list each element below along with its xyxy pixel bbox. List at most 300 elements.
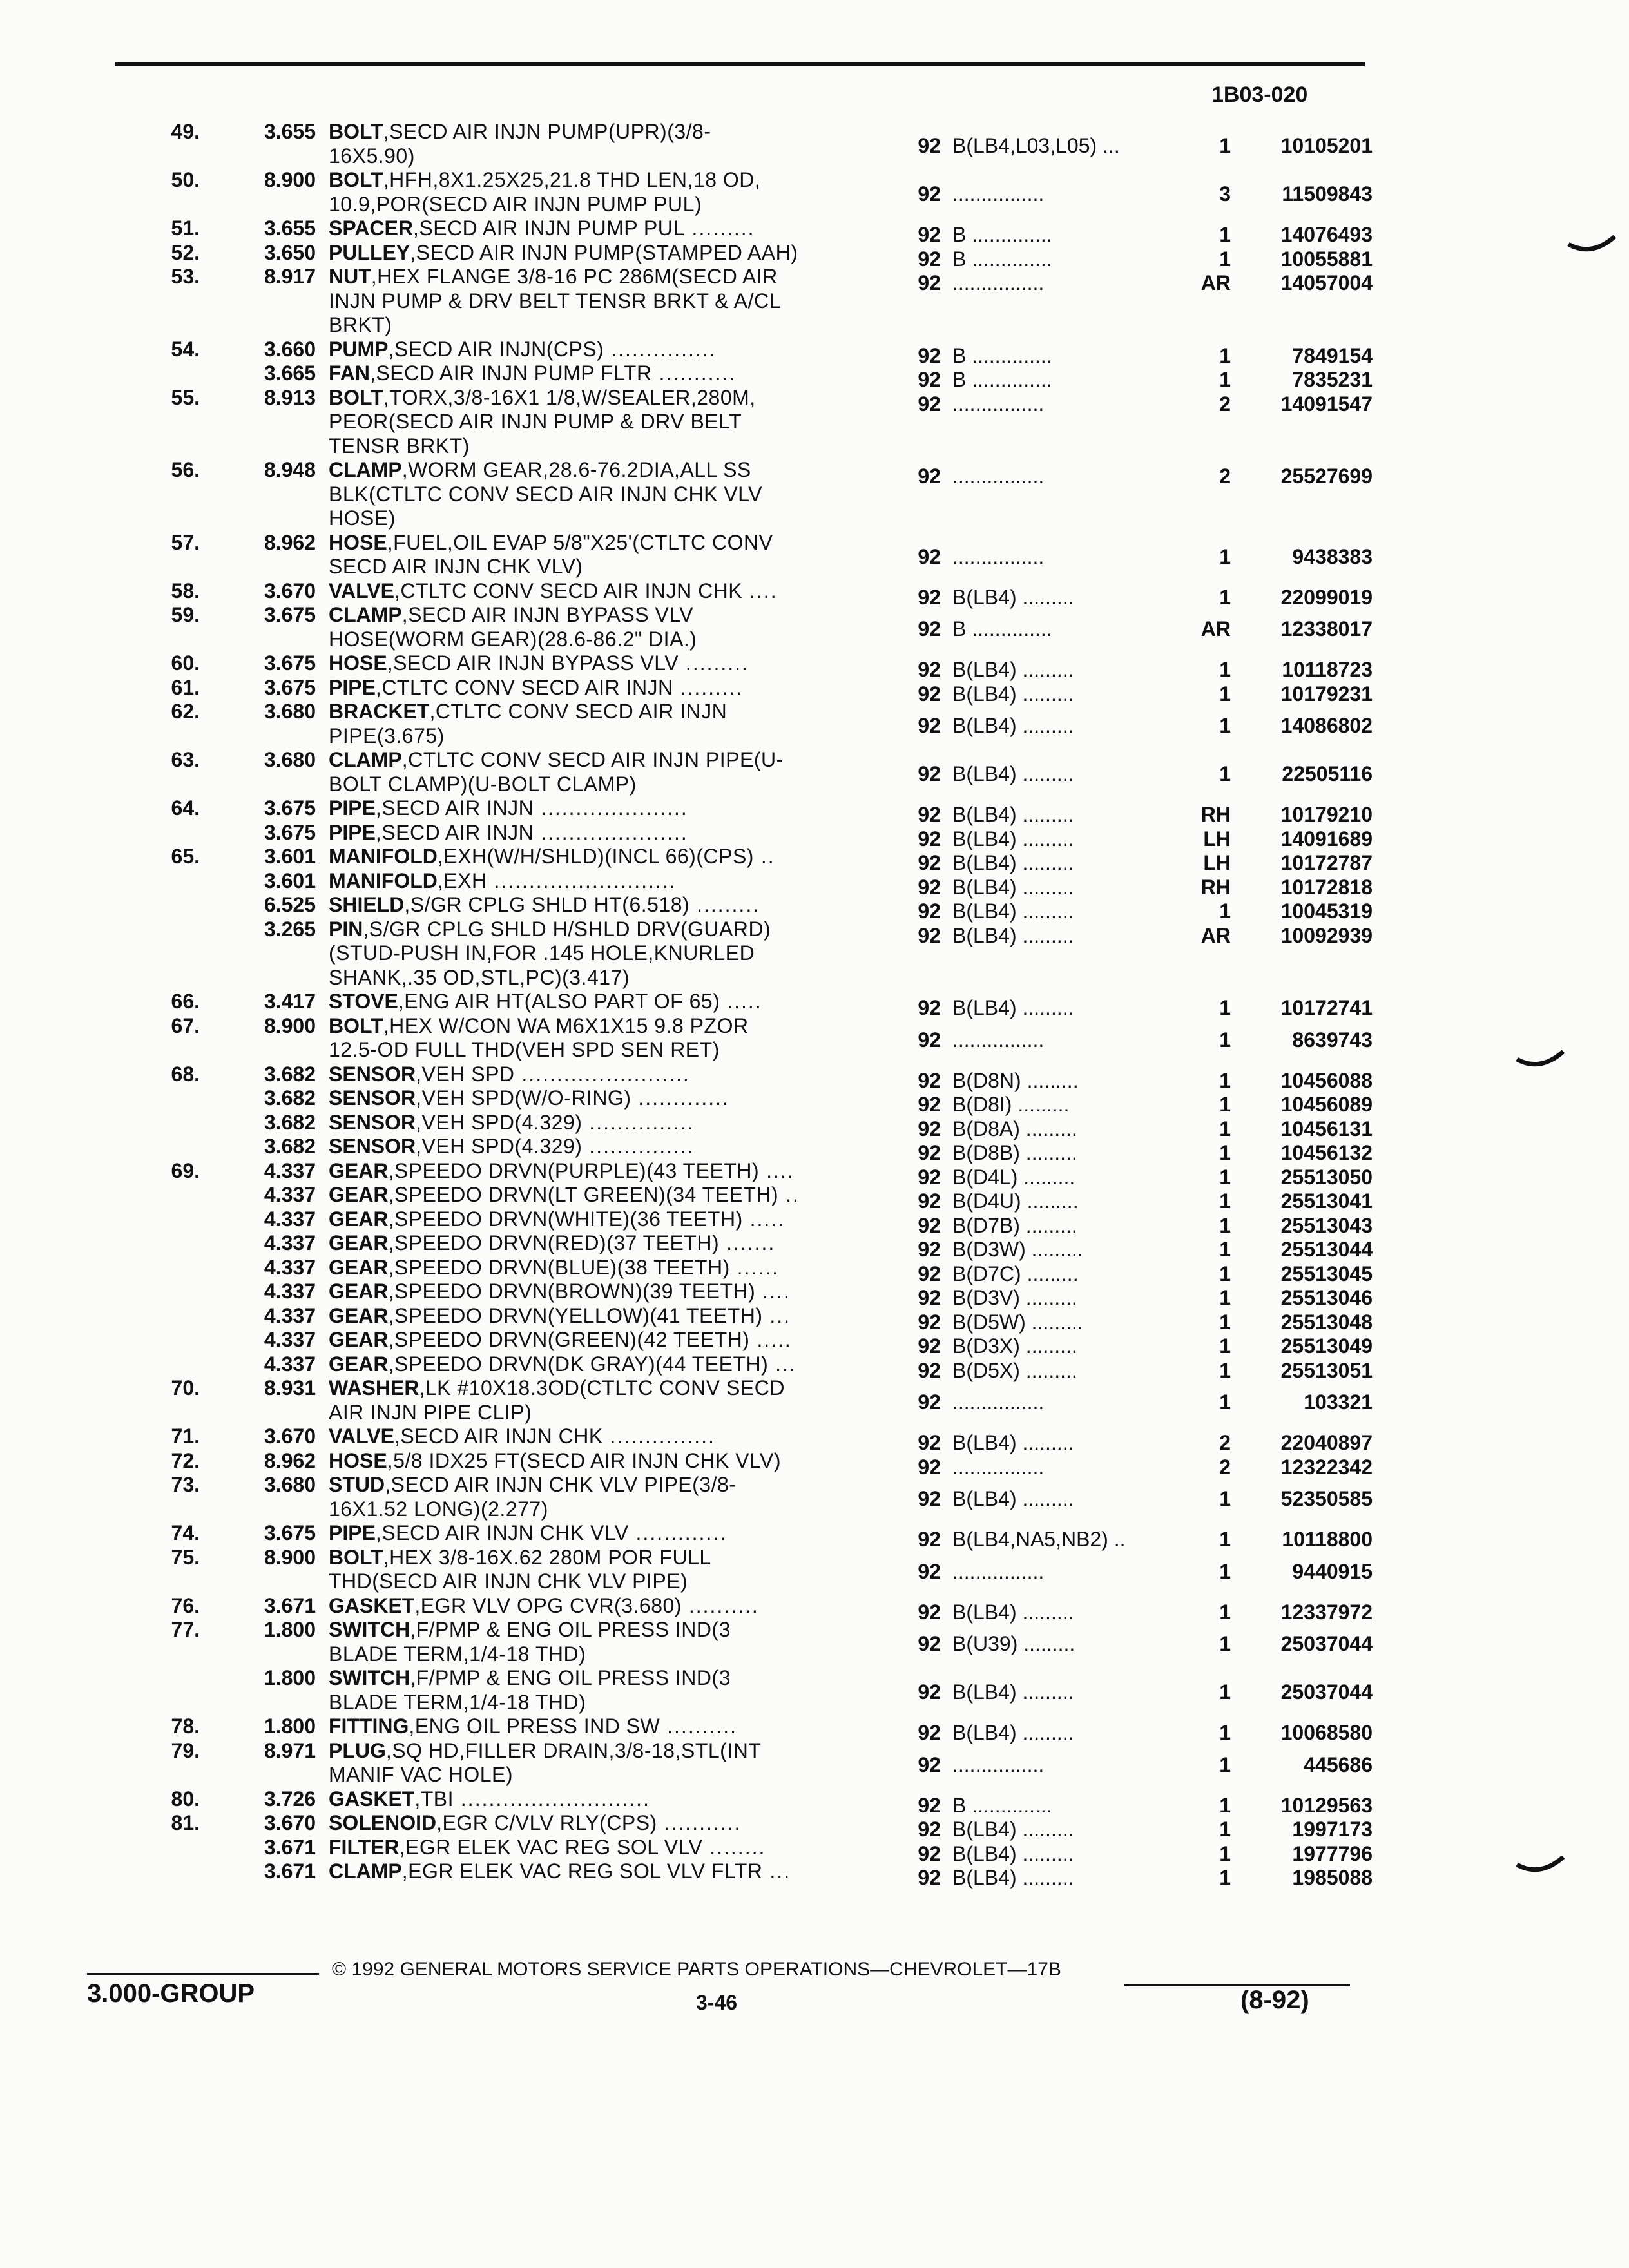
part-detail: ,SECD AIR INJN CHK VLV PIPE(3/8- 16X1.52 LONG)(2.277) [329,1473,737,1521]
part-name: SPACER [329,216,413,240]
quantity: 1 [1219,134,1231,157]
parts-row [0,1521,1629,1551]
part-name: CLAMP [329,748,402,771]
part-number: 25037044 [1280,1680,1373,1704]
quantity: 1 [1219,585,1231,609]
leader-dots: .... [759,1158,795,1182]
parts-row [0,1666,1629,1715]
group-number: 3.680 [264,1473,316,1496]
quantity: 2 [1219,1455,1231,1479]
part-number: 25527699 [1280,465,1373,488]
leader-dots: ........ [702,1835,766,1859]
model-year: 92 [918,1093,941,1116]
part-description [329,676,876,700]
leader-dots: ......... [684,216,755,240]
quantity: 1 [1219,1165,1231,1189]
usage-code: B .............. [952,247,1052,271]
part-detail: ,SECD AIR INJN(CPS) [388,337,604,361]
group-number: 3.682 [264,1086,316,1110]
group-number: 3.675 [264,603,316,626]
parts-row [0,700,1629,748]
usage-code: B(D7B) ......... [952,1213,1077,1237]
illustration-number: 76. [171,1593,200,1617]
part-name: CLAMP [329,458,402,481]
parts-row [0,893,1629,923]
group-number: 3.670 [264,579,316,602]
parts-row [0,675,1629,706]
group-number: 8.913 [264,385,316,409]
model-year: 92 [918,1841,941,1865]
part-name: FITTING [329,1715,409,1738]
part-description [329,1546,876,1594]
usage-code: B .............. [952,1793,1052,1817]
illustration-number: 81. [171,1811,200,1834]
part-description [329,1280,876,1304]
model-year: 92 [918,1680,941,1704]
illustration-number: 61. [171,675,200,699]
part-number: 52350585 [1280,1487,1373,1510]
part-number: 10129563 [1280,1793,1373,1817]
part-name: SENSOR [329,1135,416,1158]
usage-code: ................ [952,1753,1045,1776]
parts-row [0,1207,1629,1237]
quantity: 1 [1219,1721,1231,1744]
group-number: 3.265 [264,917,316,941]
part-number: 7849154 [1292,343,1373,367]
leader-dots: ........................... [454,1787,650,1811]
part-name: PIPE [329,675,376,699]
leader-dots: ........................ [514,1062,690,1086]
part-detail: ,SPEEDO DRVN(GREEN)(42 TEETH) [388,1328,750,1351]
margin-mark-icon [1514,1050,1566,1076]
part-detail: ,HEX FLANGE 3/8-16 PC 286M(SECD AIR INJN PUMP & DRV BELT TENSR BRKT & A/CL BRKT) [329,265,781,336]
part-name: GEAR [329,1303,389,1327]
illustration-number: 69. [171,1158,200,1182]
model-year: 92 [918,1431,941,1454]
quantity: 1 [1219,1189,1231,1213]
leader-dots: ........... [651,361,737,385]
part-name: VALVE [329,579,394,602]
quantity: 1 [1219,1028,1231,1052]
part-name: HOSE [329,651,387,675]
part-detail: ,EGR ELEK VAC REG SOL VLV FLTR [401,1860,763,1883]
part-number: 10055881 [1280,247,1373,271]
parts-row [0,531,1629,579]
group-number: 8.971 [264,1738,316,1762]
group-number: 8.962 [264,1448,316,1472]
parts-row [0,1062,1629,1092]
leader-dots: ......... [673,675,744,699]
part-detail: ,SPEEDO DRVN(YELLOW)(41 TEETH) [388,1303,763,1327]
model-year: 92 [918,1559,941,1583]
part-name: PIPE [329,820,376,844]
parts-row [0,168,1629,216]
group-number: 4.337 [264,1280,316,1303]
quantity: 1 [1219,223,1231,246]
model-year: 92 [918,1286,941,1309]
part-number: 10092939 [1280,923,1373,947]
illustration-number: 78. [171,1715,200,1738]
part-name: SENSOR [329,1110,416,1134]
usage-code: B(LB4) ......... [952,1680,1074,1704]
leader-dots: ......... [679,651,749,675]
part-number: 10456132 [1280,1141,1373,1164]
part-description [329,893,876,918]
parts-row [0,1086,1629,1116]
model-year: 92 [918,1487,941,1510]
parts-row [0,265,1629,338]
parts-row [0,820,1629,850]
model-year: 92 [918,682,941,706]
part-name: VALVE [329,1425,394,1448]
part-description [329,1135,876,1159]
parts-row [0,361,1629,391]
part-number: 10172818 [1280,875,1373,899]
quantity: 1 [1219,1753,1231,1776]
part-description [329,1111,876,1135]
illustration-number: 80. [171,1787,200,1811]
part-name: PLUG [329,1738,386,1762]
leader-dots: ............... [582,1110,695,1134]
usage-code: ................ [952,1559,1045,1583]
part-name: FAN [329,361,370,385]
quantity: 1 [1219,658,1231,681]
model-year: 92 [918,1310,941,1334]
footer-rule-right [1124,1984,1350,1986]
quantity: 1 [1219,1262,1231,1285]
part-detail: ,CTLTC CONV SECD AIR INJN PIPE(3.675) [329,700,728,747]
part-number: 25513048 [1280,1310,1373,1334]
model-year: 92 [918,1600,941,1624]
parts-row [0,1546,1629,1594]
part-detail: ,F/PMP & ENG OIL PRESS IND(3 BLADE TERM,1/4-18 THD) [329,1618,731,1666]
parts-row [0,1280,1629,1309]
model-year: 92 [918,658,941,681]
quantity: AR [1200,923,1231,947]
model-year: 92 [918,923,941,947]
part-detail: ,VEH SPD(4.329) [416,1135,583,1158]
part-name: HOSE [329,530,387,554]
part-number: 445686 [1304,1753,1373,1776]
group-number: 4.337 [264,1352,316,1376]
model-year: 92 [918,1262,941,1285]
part-detail: ,CTLTC CONV SECD AIR INJN PIPE(U- BOLT CLAMP)(U-BOLT CLAMP) [329,748,784,796]
part-detail: ,EGR VLV OPG CVR(3.680) [414,1593,682,1617]
part-description [329,458,876,531]
usage-code: B(D8B) ......... [952,1141,1077,1164]
parts-row [0,1811,1629,1841]
part-description [329,1787,876,1812]
illustration-number: 75. [171,1545,200,1569]
model-year: 92 [918,762,941,785]
footer-group-label: 3.000-GROUP [87,1979,255,2008]
parts-row [0,1231,1629,1261]
part-name: NUT [329,265,371,288]
part-number: 103321 [1304,1390,1373,1414]
part-detail: ,EGR ELEK VAC REG SOL VLV [399,1835,703,1859]
part-number: 12322342 [1280,1455,1373,1479]
part-description [329,1425,876,1449]
part-number: 9438383 [1292,544,1373,568]
usage-code: ................ [952,182,1045,206]
usage-code: B(D3V) ......... [952,1286,1077,1309]
group-number: 3.660 [264,337,316,361]
model-year: 92 [918,271,941,294]
part-detail: ,HEX 3/8-16X.62 280M POR FULL THD(SECD AIR INJN CHK VLV PIPE) [329,1545,711,1593]
model-year: 92 [918,617,941,640]
quantity: 1 [1219,1841,1231,1865]
leader-dots: ............... [602,1425,715,1448]
part-description [329,579,876,604]
parts-row [0,120,1629,168]
model-year: 92 [918,714,941,737]
leader-dots: ....... [719,1231,776,1254]
group-number: 3.675 [264,675,316,699]
usage-code: B(LB4) ......... [952,1866,1074,1889]
parts-row [0,1593,1629,1624]
part-detail: ,ENG AIR HT(ALSO PART OF 65) [398,990,720,1013]
usage-code: B(D4U) ......... [952,1189,1079,1213]
part-name: CLAMP [329,603,402,626]
group-number: 3.671 [264,1835,316,1859]
part-name: FILTER [329,1835,400,1859]
usage-code: B .............. [952,223,1052,246]
group-number: 3.675 [264,651,316,675]
part-description [329,120,876,168]
part-description [329,1304,876,1329]
part-number: 25513043 [1280,1213,1373,1237]
part-number: 10172741 [1280,996,1373,1019]
parts-row [0,1787,1629,1817]
part-description [329,1183,876,1207]
part-name: BOLT [329,1014,383,1037]
part-name: GEAR [329,1280,389,1303]
part-detail: ,EXH(W/H/SHLD)(INCL 66)(CPS) [437,845,754,868]
footer-copyright: © 1992 GENERAL MOTORS SERVICE PARTS OPERATIONS—CHEVROLET—17B [332,1959,1061,1980]
leader-dots: ..................... [534,820,688,844]
part-name: STUD [329,1473,385,1496]
quantity: 1 [1219,1528,1231,1551]
part-detail: ,SPEEDO DRVN(DK GRAY)(44 TEETH) [388,1352,769,1376]
quantity: RH [1200,875,1231,899]
quantity: 1 [1219,1680,1231,1704]
part-detail: ,CTLTC CONV SECD AIR INJN CHK [394,579,743,602]
group-number: 3.417 [264,990,316,1013]
usage-code: ................ [952,271,1045,294]
illustration-number: 54. [171,337,200,361]
model-year: 92 [918,827,941,850]
usage-code: B(LB4) ......... [952,1721,1074,1744]
group-number: 3.682 [264,1062,316,1086]
leader-dots: ............. [628,1521,728,1544]
usage-code: B(LB4) ......... [952,585,1074,609]
part-number: 8639743 [1292,1028,1373,1052]
part-name: GEAR [329,1207,389,1231]
model-year: 92 [918,1189,941,1213]
part-description [329,700,876,748]
part-name: GEAR [329,1255,389,1279]
part-description [329,1618,876,1666]
model-year: 92 [918,1141,941,1164]
group-number: 3.655 [264,216,316,240]
illustration-number: 73. [171,1473,200,1496]
part-name: GASKET [329,1593,415,1617]
quantity: 1 [1219,996,1231,1019]
model-year: 92 [918,851,941,874]
quantity: 1 [1219,1600,1231,1624]
model-year: 92 [918,996,941,1019]
illustration-number: 55. [171,385,200,409]
parts-row [0,1135,1629,1164]
quantity: 1 [1219,762,1231,785]
usage-code: B(LB4) ......... [952,851,1074,874]
quantity: 1 [1219,1334,1231,1358]
leader-dots: .......................... [487,869,677,892]
model-year: 92 [918,1165,941,1189]
part-number: 10456089 [1280,1093,1373,1116]
group-number: 8.917 [264,265,316,288]
leader-dots: ..................... [534,796,688,820]
illustration-number: 60. [171,651,200,675]
usage-code: B(LB4) ......... [952,714,1074,737]
part-description [329,1086,876,1111]
illustration-number: 51. [171,216,200,240]
part-name: MANIFOLD [329,869,438,892]
group-number: 8.900 [264,1014,316,1037]
part-detail: ,SPEEDO DRVN(WHITE)(36 TEETH) [388,1207,743,1231]
model-year: 92 [918,544,941,568]
part-name: SWITCH [329,1666,410,1689]
part-name: GEAR [329,1158,389,1182]
part-description [329,1666,876,1715]
part-number: 1997173 [1292,1818,1373,1841]
quantity: 1 [1219,1632,1231,1655]
model-year: 92 [918,899,941,923]
part-description [329,1376,876,1425]
illustration-number: 71. [171,1425,200,1448]
illustration-number: 50. [171,168,200,191]
illustration-number: 66. [171,990,200,1013]
quantity: 1 [1219,368,1231,391]
part-detail: ,SECD AIR INJN PUMP(STAMPED AAH) [410,240,798,264]
group-number: 4.337 [264,1255,316,1279]
parts-row [0,458,1629,531]
part-number: 12337972 [1280,1600,1373,1624]
model-year: 92 [918,1358,941,1382]
part-detail: ,FUEL,OIL EVAP 5/8"X25'(CTLTC CONV SECD AIR INJN CHK VLV) [329,530,773,578]
illustration-number: 77. [171,1618,200,1641]
part-description [329,796,876,821]
model-year: 92 [918,223,941,246]
illustration-number: 70. [171,1376,200,1399]
part-description [329,1473,876,1521]
part-description [329,1715,876,1739]
part-name: GASKET [329,1787,415,1811]
parts-row [0,748,1629,796]
quantity: 1 [1219,1093,1231,1116]
part-name: BOLT [329,120,383,143]
leader-dots: .......... [681,1593,759,1617]
part-detail: ,SECD AIR INJN [375,796,534,820]
quantity: 2 [1219,465,1231,488]
group-number: 3.682 [264,1135,316,1158]
footer-rule-left [87,1973,319,1975]
illustration-number: 64. [171,796,200,820]
model-year: 92 [918,1818,941,1841]
part-number: 9440915 [1292,1559,1373,1583]
quantity: AR [1200,617,1231,640]
quantity: AR [1200,271,1231,294]
leader-dots: ...... [729,1255,779,1279]
usage-code: B(LB4) ......... [952,658,1074,681]
parts-row [0,1473,1629,1521]
usage-code: ................ [952,1028,1045,1052]
parts-row [0,796,1629,826]
model-year: 92 [918,134,941,157]
parts-row [0,651,1629,681]
illustration-number: 52. [171,240,200,264]
quantity: 1 [1219,899,1231,923]
part-number: 10118800 [1282,1528,1373,1551]
quantity: 1 [1219,544,1231,568]
part-description [329,168,876,216]
part-description [329,821,876,845]
part-description [329,1231,876,1256]
part-number: 25037044 [1280,1632,1373,1655]
leader-dots: .... [755,1280,791,1303]
parts-row [0,1110,1629,1140]
part-description [329,651,876,676]
part-name: PIN [329,917,363,941]
part-detail: ,SPEEDO DRVN(PURPLE)(43 TEETH) [388,1158,760,1182]
part-name: SWITCH [329,1618,410,1641]
illustration-number: 79. [171,1738,200,1762]
parts-row [0,1255,1629,1285]
usage-code: B(LB4) ......... [952,923,1074,947]
model-year: 92 [918,1028,941,1052]
group-number: 3.655 [264,120,316,143]
usage-code: B .............. [952,368,1052,391]
part-number: 14091689 [1280,827,1373,850]
part-detail: ,SECD AIR INJN BYPASS VLV [387,651,679,675]
model-year: 92 [918,1793,941,1817]
usage-code: B(LB4) ......... [952,827,1074,850]
part-name: GEAR [329,1352,389,1376]
group-number: 1.800 [264,1666,316,1689]
part-name: SENSOR [329,1062,416,1086]
group-number: 3.675 [264,820,316,844]
illustration-number: 62. [171,700,200,723]
model-year: 92 [918,1632,941,1655]
usage-code: B(LB4) ......... [952,1600,1074,1624]
parts-row [0,1715,1629,1744]
part-number: 10045319 [1280,899,1373,923]
part-number: 22505116 [1282,762,1373,785]
part-name: WASHER [329,1376,419,1399]
model-year: 92 [918,1455,941,1479]
top-rule [115,62,1365,66]
part-number: 14057004 [1280,271,1373,294]
illustration-number: 57. [171,530,200,554]
model-year: 92 [918,1068,941,1092]
parts-row [0,1376,1629,1425]
part-name: BOLT [329,168,383,191]
part-description [329,1594,876,1619]
group-number: 3.726 [264,1787,316,1811]
parts-row [0,579,1629,609]
quantity: LH [1203,851,1231,874]
part-description [329,1352,876,1377]
